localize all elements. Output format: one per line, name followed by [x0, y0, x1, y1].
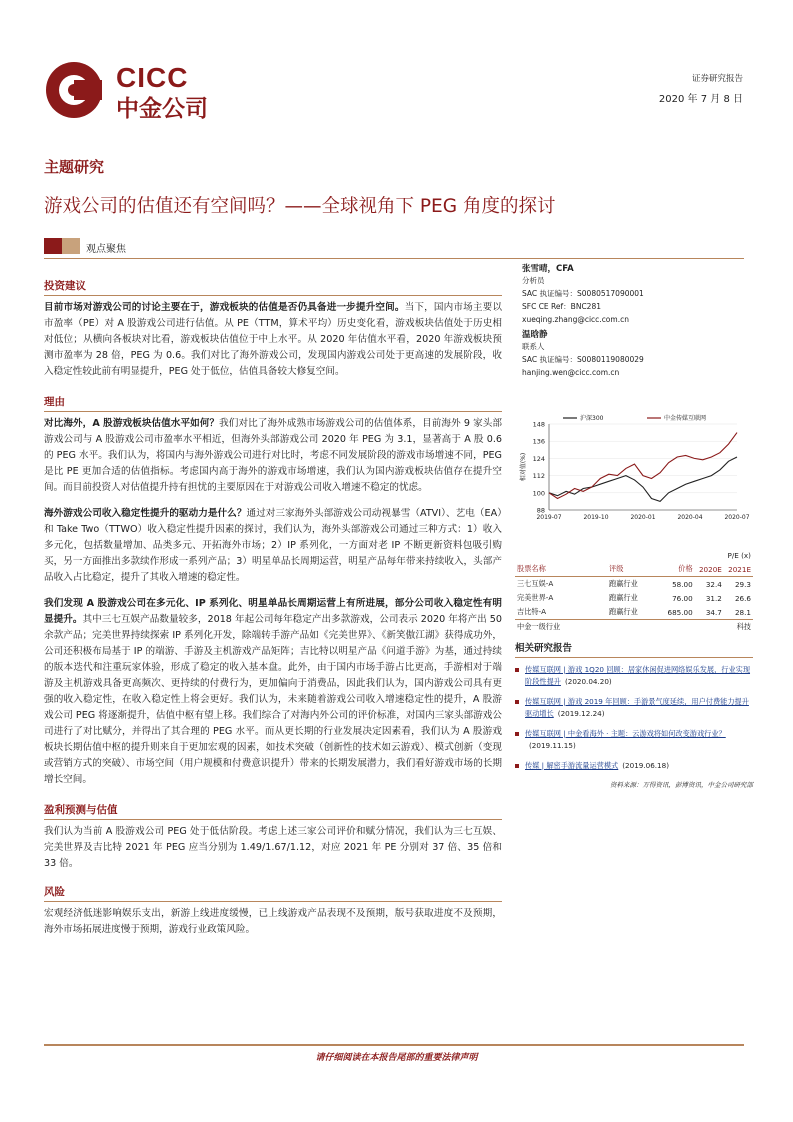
bullet-icon — [515, 764, 519, 768]
analyst-2-email[interactable]: hanjing.wen@cicc.com.cn — [522, 368, 620, 377]
y-tick-label: 136 — [532, 437, 545, 446]
report-type: 证券研究报告 — [691, 74, 743, 84]
tag-marker — [44, 238, 62, 254]
investment-heading-rule — [44, 295, 502, 296]
logo-en: CICC — [116, 62, 189, 93]
reason-p1-lead: 对比海外，A 股游戏板块估值水平如何？ — [44, 418, 220, 429]
reason-paragraph-2 — [44, 506, 502, 586]
analyst-2-name: 温晗静 — [522, 330, 548, 340]
related-item-link[interactable]: 传媒互联网 | 游戏 2019 年回顾：手游景气度延续，用户付费能力提升驱动增长 — [525, 697, 749, 718]
x-tick-label: 2019-10 — [583, 514, 609, 521]
performance-chart — [515, 410, 750, 525]
y-tick-label: 148 — [532, 420, 545, 429]
analyst-1-sac: SAC 执证编号：S0080517090001 — [522, 289, 644, 298]
report-title: 游戏公司的估值还有空间吗？——全球视角下 PEG 角度的探讨 — [44, 196, 556, 217]
x-tick-label: 2020-07 — [724, 514, 750, 521]
related-list — [515, 664, 753, 772]
left-column — [44, 278, 502, 938]
col-price: 价格 — [678, 564, 693, 573]
series-line-hs300 — [549, 457, 737, 501]
y-tick-label: 100 — [532, 489, 545, 498]
stock-pe-2021e: 29.3 — [724, 577, 753, 592]
reason-heading-rule — [44, 411, 502, 412]
forecast-heading-rule — [44, 819, 502, 820]
reason-p2-lead: 海外游戏公司收入稳定性提升的驱动力是什么？ — [44, 508, 247, 519]
analyst-1-name: 张雪晴，CFA — [522, 264, 574, 274]
related-item — [515, 728, 753, 752]
stock-name: 完美世界-A — [517, 593, 554, 602]
stock-table-header-top — [515, 548, 753, 562]
risk-heading-rule — [44, 901, 502, 902]
reason-paragraph-3 — [44, 596, 502, 788]
analyst-2 — [522, 328, 757, 379]
bullet-icon — [515, 668, 519, 672]
series-line-cicc-media-internet — [549, 433, 737, 499]
report-date: 2020 年 7 月 8 日 — [658, 94, 743, 105]
x-tick-label: 2019-07 — [536, 514, 562, 521]
index-row-value: 科技 — [724, 620, 753, 635]
reason-p3-body: 其中三七互娱产品数量较多，2018 年起公司每年稳定产出多款游戏，公司表示 2020 年将产出 50 余款产品；完美世界持续探索 IP 系列化开发，除端转手游产品如《完美世界》、《新笑傲江湖》获得成功外，公司还积极布局基于 IP 的端游、手游及主机游戏产品矩阵；吉比特以明星产品《问道手游》为基，通过持续的版本迭代和注重玩家体验，形成了稳定的收入基本盘。此外，由于国内市场手游占比更高，手游相对于端游及主机游戏具备更高频次、更持续的付费行为，更加偏向于消费品，因此我们认为，国内游戏公司具有更强的收入稳定性，在收入稳定性上将会更好。我们认为，未来随着游戏公司收入增速稳定性的提升，A 股游戏公司 PEG 将逐渐提升，估值中枢有望上移。我们综合了对海内外公司的评价标准，对国内三家头部游戏公司进行了对比赋分，并得出了其合理的 PEG 水平。而从更长期的行业发展决定因素看，我们认为 A 股游戏板块长期估值中枢的提升则来自于更加宏观的因素，如技术突破（创新性的技术如云游戏）、模式创新（变现或营销方式的突破）、市场空间（用户规模和付费意识提升）带来的长期发展潜力，我们看好游戏市场的长期增长空间。 — [44, 614, 502, 785]
related-item — [515, 696, 753, 720]
footer-disclaimer[interactable]: 请仔细阅读在本报告尾部的重要法律声明 — [315, 1053, 478, 1063]
reason-p1-body: 我们对比了海外成熟市场游戏公司的估值体系，目前海外 9 家头部游戏公司与 A 股游戏公司市盈率水平相近，但海外头部游戏公司 2020 年 PEG 为 3.1，显著高于 A 股 0.6 的 PEG 水平。我们认为，将国内与海外游戏公司进行对比时，考虑不同发展阶段的游戏市场增速不同，PEG 是比 PE 更加合适的估值指标。考虑国内高于海外的游戏市场增速，我们认为国内游戏板块估值存在提升空间。而目前投资人对估值提升持有担忧的主要原因在于对游戏公司收入增速不稳定的忧虑。 — [44, 418, 503, 493]
legend-label: 沪深300 — [580, 415, 604, 422]
stock-rating: 跑赢行业 — [609, 593, 638, 602]
y-tick-label: 112 — [532, 472, 545, 481]
legend-label: 中金传媒互联网 — [664, 415, 707, 422]
analyst-1 — [522, 262, 757, 326]
reason-heading: 理由 — [44, 396, 65, 408]
stock-row — [515, 605, 753, 620]
related-item-link[interactable]: 传媒 | 解密手游流量运营模式 — [525, 761, 619, 770]
related-item-date: (2019.11.15) — [529, 741, 576, 750]
stock-row — [515, 591, 753, 605]
stock-row — [515, 577, 753, 592]
stock-name: 三七互娱-A — [515, 577, 607, 592]
col-rating: 评级 — [609, 564, 624, 573]
risk-paragraph: 宏观经济低迷影响娱乐支出，新游上线进度缓慢，已上线游戏产品表现不及预期，版号获取进度不及预期，海外市场拓展进度慢于预期，游戏行业政策风险。 — [44, 908, 502, 935]
reason-paragraph-1 — [44, 416, 502, 496]
stock-pe-2021e: 26.6 — [734, 593, 751, 603]
risk-heading: 风险 — [44, 886, 65, 898]
related-heading: 相关研究报告 — [515, 643, 573, 654]
stock-table — [515, 548, 753, 634]
analyst-1-sfc: SFC CE Ref：BNC281 — [522, 302, 601, 311]
bullet-icon — [515, 700, 519, 704]
report-tag: 观点聚焦 — [86, 244, 126, 255]
related-item — [515, 760, 753, 772]
col-2020e: 2020E — [698, 564, 722, 574]
stock-table-wrap — [515, 548, 753, 634]
right-column — [522, 262, 757, 379]
footer-divider — [44, 1044, 744, 1046]
stock-index-row — [515, 620, 753, 635]
tag-divider — [44, 258, 744, 259]
related-item-link[interactable]: 传媒互联网 | 游戏 1Q20 回顾：居家休闲促进网络娱乐发展，行业实现阶段性提升 — [525, 665, 751, 686]
col-name: 股票名称 — [517, 564, 546, 573]
reason-p3-lead: 我们发现 A 股游戏公司在多元化、IP 系列化、明星单品长周期运营上有所进展，部分公司收入稳定性有明显提升。 — [44, 598, 502, 625]
investment-heading: 投资建议 — [44, 280, 86, 292]
y-axis-label: 相对值(%) — [520, 452, 527, 482]
related-item-link[interactable]: 传媒互联网 | 中金看海外 · 主题：云游戏将如何改变游戏行业？ — [525, 729, 726, 738]
cicc-logo — [44, 60, 224, 120]
analyst-1-email[interactable]: xueqing.zhang@cicc.com.cn — [522, 315, 629, 324]
tag-marker-2 — [62, 238, 80, 254]
cicc-logo-icon — [44, 60, 104, 120]
analyst-2-role: 联系人 — [522, 342, 545, 351]
related-heading-rule — [515, 657, 753, 658]
analyst-1-role: 分析员 — [522, 276, 545, 285]
pe-label: P/E (x) — [727, 550, 751, 560]
stock-pe-2020e: 32.4 — [695, 577, 724, 592]
stock-pe-2020e: 34.7 — [705, 607, 722, 617]
related-item-date: (2020.04.20) — [564, 677, 612, 686]
forecast-paragraph: 我们认为当前 A 股游戏公司 PEG 处于低估阶段。考虑上述三家公司评价和赋分情况，我们认为三七互娱、完美世界及吉比特 2021 年 PEG 应当分别为 1.49/1.67/1.12，对应 2021 年 PE 分别对 37 倍、35 倍和 33 倍。 — [44, 826, 502, 869]
stock-name: 吉比特-A — [517, 607, 547, 616]
related-item — [515, 664, 753, 688]
related-item-date: (2019.06.18) — [622, 761, 670, 770]
related-research — [515, 640, 753, 789]
index-row-label: 中金一级行业 — [515, 620, 724, 635]
analyst-2-sac: SAC 执证编号：S0080119080029 — [522, 355, 644, 364]
related-item-date: (2019.12.24) — [557, 709, 605, 718]
stock-price: 76.00 — [672, 593, 693, 603]
bullet-icon — [515, 732, 519, 736]
stock-price: 685.00 — [667, 607, 693, 617]
reason-p2-body: 通过对三家海外头部游戏公司动视暴雪（ATVI）、艺电（EA）和 Take Two（TTWO）收入稳定性提升因素的探讨，我们认为，海外头部游戏公司通过三种方式：1）收入多元化，包括数量增加、品类多元、开拓海外市场；2）IP 系列化，一方面对老 IP 不断更新资料包吸引购买，另一方面推出多款续作形成一系列产品；3）明星单品长周期运营，明星产品每年带来持续收入，头部产品收入占比稳定，提升了其收入增速的稳定性。 — [44, 508, 502, 583]
stock-rating: 跑赢行业 — [609, 607, 638, 616]
investment-paragraph — [44, 300, 502, 380]
investment-lead: 目前市场对游戏公司的讨论主要在于，游戏板块的估值是否仍具备进一步提升空间。 — [44, 302, 405, 313]
forecast-heading: 盈利预测与估值 — [44, 804, 118, 816]
y-tick-label: 124 — [532, 454, 545, 463]
y-tick-label: 88 — [536, 506, 545, 515]
report-category: 主题研究 — [44, 158, 105, 176]
col-2021e: 2021E — [728, 564, 751, 574]
related-source: 资料来源：万得资讯，彭博资讯，中金公司研究部 — [610, 781, 753, 789]
stock-pe-2020e: 31.2 — [705, 593, 722, 603]
x-tick-label: 2020-01 — [630, 514, 656, 521]
logo-cn: 中金公司 — [116, 95, 208, 121]
stock-pe-2021e: 28.1 — [734, 607, 751, 617]
investment-body: 当下，国内市场主要以市盈率（PE）对 A 股游戏公司进行估值。从 PE（TTM，算术平均）历史变化看，游戏板块估值处于历史相对低位；从横向各板块对比看，游戏板块估值位于中上水平。从 2020 年估值水平看，2020 年游戏板块预测市盈率为 28 倍，PEG 为 0.6。我们对比了海外游戏公司，发现国内游戏公司处于更高速的发展阶段，收入稳定性较此前有明显提升，PEG 处于低位，估值具备较大修复空间。 — [44, 302, 503, 377]
stock-table-header — [515, 562, 753, 577]
stock-price: 58.00 — [663, 577, 695, 592]
stock-rating: 跑赢行业 — [607, 577, 663, 592]
x-tick-label: 2020-04 — [677, 514, 703, 521]
